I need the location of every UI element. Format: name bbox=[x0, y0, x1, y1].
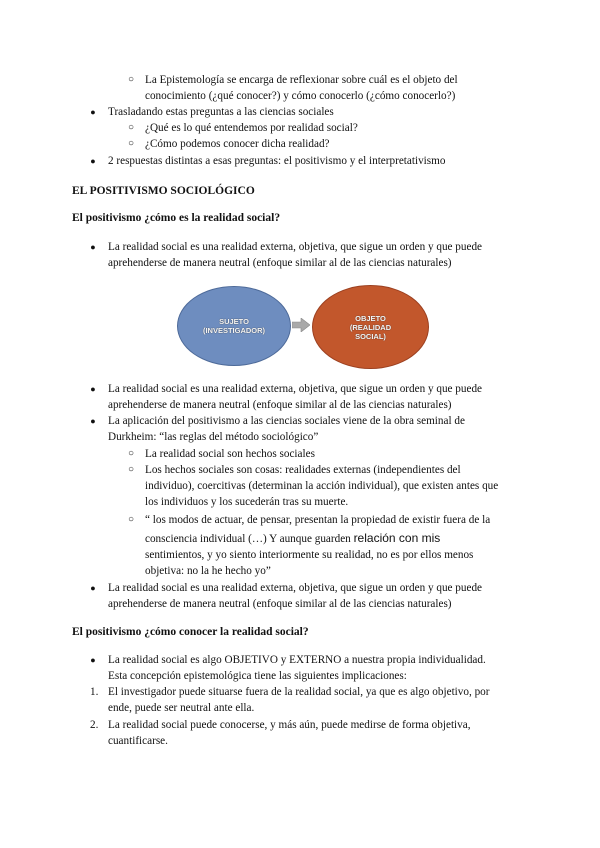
para-c-line2: aprehenderse de manera neutral (enfoque similar al de las ciencias naturales) bbox=[108, 598, 452, 610]
circle-bullet-icon: ○ bbox=[127, 74, 135, 85]
right-arrow-icon bbox=[292, 318, 310, 332]
durkheim-line2: Durkheim: “las reglas del método sociológico” bbox=[108, 431, 319, 443]
circle-bullet-icon: ○ bbox=[127, 138, 135, 149]
conocer-line1: La realidad social es algo OBJETIVO y EXTERNO a nuestra propia individualidad. bbox=[108, 654, 486, 666]
durkheim-sub1: La realidad social son hechos sociales bbox=[145, 448, 315, 460]
para-a-line1: La realidad social es una realidad externa, objetiva, que sigue un orden y que puede bbox=[108, 241, 483, 253]
object-label: OBJETO bbox=[355, 313, 386, 323]
durkheim-quote-line1: “ los modos de actuar, de pensar, presentan la propiedad de existir fuera de la bbox=[145, 514, 491, 526]
bullet-icon: ● bbox=[90, 384, 96, 394]
circle-bullet-icon: ○ bbox=[127, 514, 135, 525]
intro-sub1-line1: La Epistemología se encarga de reflexionar sobre cuál es el objeto del bbox=[145, 74, 458, 86]
durkheim-sub2-line2: individuo), coercitivas (determinan la acción individual), que existen antes que bbox=[145, 480, 499, 492]
subject-object-diagram bbox=[170, 283, 440, 373]
list-number-1: 1. bbox=[90, 686, 99, 698]
conocer-item1-line1: El investigador puede situarse fuera de la realidad social, ya que es algo objetivo, por bbox=[108, 686, 490, 698]
bullet-icon: ● bbox=[90, 416, 96, 426]
intro-bullet3: 2 respuestas distintas a esas preguntas: el positivismo y el interpretativismo bbox=[108, 155, 446, 167]
bullet-icon: ● bbox=[90, 583, 96, 593]
conocer-item1-line2: ende, puede ser neutral ante ella. bbox=[108, 702, 255, 714]
object-ellipse bbox=[312, 285, 429, 369]
conocer-item2-line2: cuantificarse. bbox=[108, 735, 168, 747]
object-sublabel-2: SOCIAL) bbox=[355, 331, 386, 341]
circle-bullet-icon: ○ bbox=[127, 122, 135, 133]
circle-bullet-icon: ○ bbox=[127, 464, 135, 475]
durkheim-quote-line4: objetiva: no la he hecho yo” bbox=[145, 565, 271, 577]
bullet-icon: ● bbox=[90, 655, 96, 665]
subject-ellipse bbox=[177, 286, 291, 366]
intro-sub1-line2: conocimiento (¿qué conocer?) y cómo conocerlo (¿cómo conocerlo?) bbox=[145, 90, 456, 102]
conocer-item2-line1: La realidad social puede conocerse, y más aún, puede medirse de forma objetiva, bbox=[108, 719, 471, 731]
intro-sub2b: ¿Cómo podemos conocer dicha realidad? bbox=[145, 138, 330, 150]
sub-heading-2: El positivismo ¿cómo conocer la realidad social? bbox=[72, 626, 309, 638]
durkheim-sub2-line1: Los hechos sociales son cosas: realidades externas (independientes del bbox=[145, 464, 461, 476]
subject-label: SUJETO bbox=[219, 317, 249, 326]
list-number-2: 2. bbox=[90, 719, 99, 731]
bullet-icon: ● bbox=[90, 107, 96, 117]
para-b-line2: aprehenderse de manera neutral (enfoque similar al de las ciencias naturales) bbox=[108, 399, 452, 411]
bullet-icon: ● bbox=[90, 156, 96, 166]
subject-sublabel: (INVESTIGADOR) bbox=[202, 326, 266, 335]
durkheim-line1: La aplicación del positivismo a las ciencias sociales viene de la obra seminal de bbox=[108, 415, 465, 427]
durkheim-quote-line2 bbox=[145, 530, 440, 548]
bullet-icon: ● bbox=[90, 242, 96, 252]
object-sublabel-1: (REALIDAD bbox=[349, 322, 392, 332]
section-title: EL POSITIVISMO SOCIOLÓGICO bbox=[72, 185, 255, 197]
sub-heading-1: El positivismo ¿cómo es la realidad social? bbox=[72, 212, 281, 224]
para-b-line1: La realidad social es una realidad externa, objetiva, que sigue un orden y que puede bbox=[108, 383, 483, 395]
quote-line2-part2: relación con mis bbox=[353, 531, 441, 545]
conocer-line2: Esta concepción epistemológica tiene las siguientes implicaciones: bbox=[108, 670, 407, 682]
quote-line2-part1: consciencia individual (…) Y aunque guarden bbox=[145, 533, 354, 545]
intro-bullet2: Trasladando estas preguntas a las ciencias sociales bbox=[108, 106, 334, 118]
para-a-line2: aprehenderse de manera neutral (enfoque similar al de las ciencias naturales) bbox=[108, 257, 452, 269]
durkheim-quote-line3: sentimientos, y yo siento interiormente su realidad, no es por ellos menos bbox=[145, 549, 474, 561]
durkheim-sub2-line3: los individuos y los sucederán tras su muerte. bbox=[145, 496, 349, 508]
circle-bullet-icon: ○ bbox=[127, 448, 135, 459]
para-c-line1: La realidad social es una realidad externa, objetiva, que sigue un orden y que puede bbox=[108, 582, 483, 594]
intro-sub2a: ¿Qué es lo qué entendemos por realidad social? bbox=[145, 122, 358, 134]
